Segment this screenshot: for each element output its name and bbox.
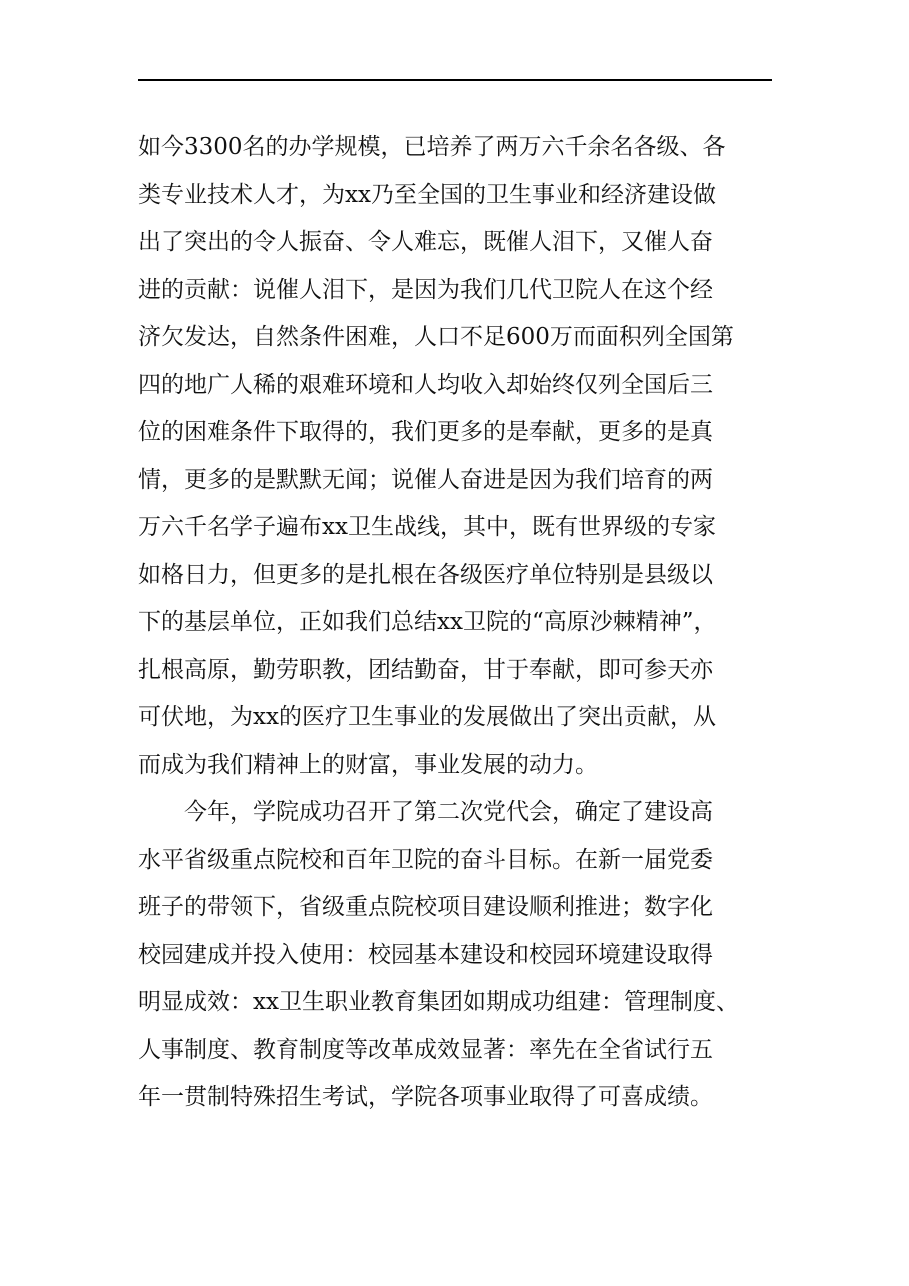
- text-line: 位的困难条件下取得的，我们更多的是奉献，更多的是真: [138, 419, 713, 445]
- text-line: 而成为我们精神上的财富，事业发展的动力。: [138, 751, 598, 778]
- text-line: 进的贡献：说催人泪下，是因为我们几代卫院人在这个经: [138, 276, 713, 303]
- document-body: [138, 124, 772, 1122]
- text-line: 水平省级重点院校和百年卫院的奋斗目标。在新一届党委: [138, 846, 713, 873]
- text-line: 可伏地，为xx的医疗卫生事业的发展做出了突出贡献，从: [138, 704, 716, 730]
- text-line: 扎根高原，勤劳职教，团结勤奋，甘于奉献，即可参天亦: [138, 656, 713, 683]
- text-line: 班子的带领下，省级重点院校项目建设顺利推进；数字化: [138, 894, 713, 920]
- text-line: 四的地广人稀的艰难环境和人均收入却始终仅列全国后三: [138, 371, 713, 398]
- text-line: 万六千名学子遍布xx卫生战线，其中，既有世界级的专家: [138, 514, 716, 540]
- paragraph-2: [138, 789, 772, 1122]
- header-rule: [138, 79, 772, 81]
- paragraph-1: [138, 124, 772, 789]
- text-line: 人事制度、教育制度等改革成效显著：率先在全省试行五: [138, 1036, 713, 1063]
- text-line: 情，更多的是默默无闻；说催人奋进是因为我们培育的两: [138, 466, 713, 493]
- text-line: 下的基层单位，正如我们总结xx卫院的“高原沙棘精神”，: [138, 609, 717, 635]
- text-line: 年一贯制特殊招生考试，学院各项事业取得了可喜成绩。: [138, 1084, 713, 1110]
- text-line: 济欠发达，自然条件困难，人口不足600万而面积列全国第: [138, 324, 734, 350]
- text-line: 出了突出的令人振奋、令人难忘，既催人泪下，又催人奋: [138, 229, 713, 255]
- text-line: 今年，学院成功召开了第二次党代会，确定了建设高: [184, 799, 713, 825]
- text-line: 如格日力，但更多的是扎根在各级医疗单位特别是县级以: [138, 561, 713, 588]
- text-line: 类专业技术人才，为xx乃至全国的卫生事业和经济建设做: [138, 181, 716, 208]
- text-line: 明显成效：xx卫生职业教育集团如期成功组建：管理制度、: [138, 989, 739, 1015]
- text-line: 校园建成并投入使用：校园基本建设和校园环境建设取得: [138, 941, 713, 968]
- text-line: 如今3300名的办学规模，已培养了两万六千余名各级、各: [138, 134, 726, 160]
